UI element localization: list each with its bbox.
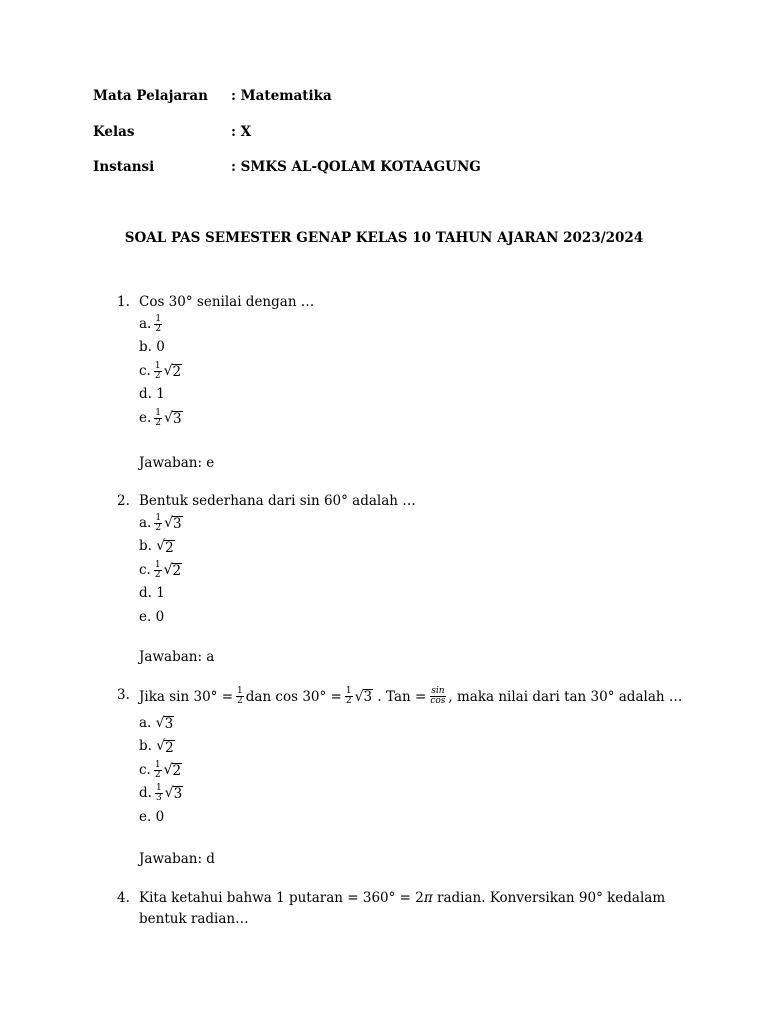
fraction: $\frac{1}{2}$ (154, 559, 161, 580)
option-a: a. $\frac{1}{2}$ √ 3 (139, 512, 183, 535)
question-text: Kita ketahui bahwa 1 putaran = 360° = 2π radian. Konversikan 90° kedalam (139, 890, 666, 906)
fraction: $\frac{1}{3}$ (155, 783, 162, 804)
question-1-answer: Jawaban: e (139, 455, 215, 471)
exam-title: SOAL PAS SEMESTER GENAP KELAS 10 TAHUN AJARAN 2023/2024 (124, 230, 644, 246)
fraction: $\frac{1}{2}$ (155, 513, 162, 534)
square-root: √ 2 (156, 538, 174, 556)
question-text: Bentuk sederhana dari sin 60° adalah … (139, 493, 416, 509)
option-c: c. $\frac{1}{2}$ √ 2 (139, 759, 183, 782)
fraction: $\frac{1}{2}$ (237, 686, 243, 706)
square-root: √ 3 (164, 515, 182, 533)
option-b: b. √ 2 (139, 535, 183, 558)
fraction: $\frac{1}{2}$ (154, 360, 161, 381)
question-number: 1. (117, 294, 130, 310)
institution-label: Instansi (93, 159, 155, 175)
subject-label: Mata Pelajaran (93, 88, 208, 104)
fraction: $\frac{\sin}{\cos}$ (430, 686, 446, 706)
option-d: d. $\frac{1}{3}$ √ 3 (139, 782, 183, 805)
fraction: $\frac{1}{2}$ (155, 407, 162, 428)
question-number: 2. (117, 493, 130, 509)
option-b: b. √ 2 (139, 735, 183, 758)
question-text: Cos 30° senilai dengan … (139, 294, 315, 310)
option-d: d. 1 (139, 585, 165, 602)
question-number: 4. (117, 890, 130, 906)
square-root: √ 3 (354, 688, 373, 705)
fraction: $\frac{1}{2}$ (155, 314, 162, 335)
square-root: √ 3 (164, 785, 183, 803)
question-text-continued: bentuk radian… (139, 911, 249, 927)
fraction: $\frac{1}{2}$ (345, 686, 352, 706)
question-3-options (139, 712, 183, 829)
class-value: : X (231, 124, 252, 140)
option-e: e. 0 (139, 608, 165, 625)
option-d: d. 1 (139, 386, 165, 403)
question-number: 3. (117, 687, 130, 703)
square-root: √ 2 (163, 761, 182, 779)
question-2-options (139, 512, 183, 629)
square-root: √ 3 (164, 409, 182, 427)
option-a: a. $\frac{1}{2}$ (139, 314, 162, 335)
question-3-answer: Jawaban: d (139, 851, 215, 867)
class-label: Kelas (93, 124, 135, 140)
question-2-answer: Jawaban: a (139, 649, 215, 665)
fraction: $\frac{1}{2}$ (154, 759, 161, 780)
option-a: a. √ 3 (139, 712, 183, 735)
square-root: √ 3 (155, 715, 174, 733)
option-e: e. $\frac{1}{2}$ √ 3 (139, 407, 183, 430)
option-e: e. 0 (139, 808, 165, 825)
square-root: √ 2 (156, 738, 174, 756)
square-root: √ 2 (163, 362, 182, 380)
square-root: √ 2 (163, 561, 182, 579)
institution-value: : SMKS AL-QOLAM KOTAAGUNG (231, 159, 481, 175)
question-text: Jika sin 30° = $\frac{1}{2}$ dan cos 30° = $\frac{1}{2}$ √ 3 . Tan = $\frac{\sin}{\cos}$ , maka nilai dari tan 30° adalah … (139, 686, 683, 706)
subject-value: : Matematika (231, 88, 332, 104)
option-c: c. $\frac{1}{2}$ √ 2 (139, 360, 183, 383)
option-c: c. $\frac{1}{2}$ √ 2 (139, 559, 183, 582)
question-1-options (139, 313, 183, 430)
option-b: b. 0 (139, 339, 165, 356)
